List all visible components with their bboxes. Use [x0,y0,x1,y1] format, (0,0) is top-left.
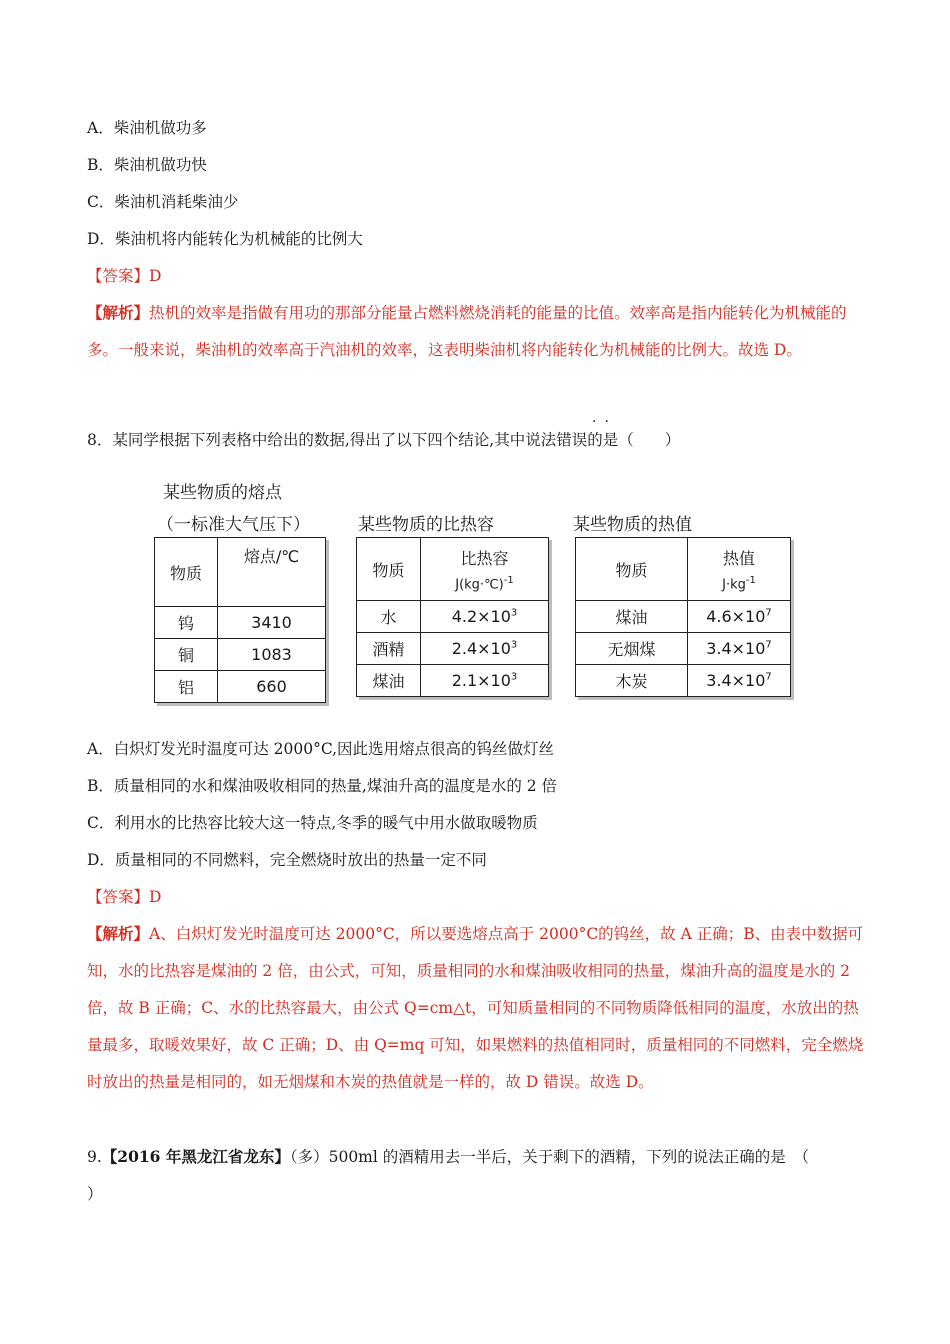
heat-value-table [575,537,791,697]
q9-text: （多）500ml 的酒精用去一半后，关于剩下的酒精，下列的说法正确的是 （ [289,1148,810,1166]
q7-option-a: A．柴油机做功多 [87,119,207,137]
q7-analysis-tag: 【解析】 [87,303,150,322]
header-melting-point: 熔点/℃ [218,538,326,607]
heat-value-value: $4.6\times 10^7$ [688,601,791,633]
q7-option-b: B．柴油机做功快 [87,156,207,174]
header-substance: 物质 [155,538,218,607]
emphasis-dots: ·· [592,414,617,430]
specific-heat-table-title: 某些物质的比热容 [358,515,494,535]
q7-option-c: C．柴油机消耗柴油少 [87,193,239,211]
q7-answer-tag: 【答案】 [87,267,150,285]
melting-substance: 铝 [155,671,218,703]
specific-heat-table [356,537,549,697]
header-heat-value-unit: $J\cdot kg^{-1}$ [722,574,756,593]
q8-stem: 8．某同学根据下列表格中给出的数据,得出了以下四个结论,其中说法错误的是（ ） [87,431,681,449]
q7-option-d: D．柴油机将内能转化为机械能的比例大 [87,230,363,248]
header-heat-value [688,538,791,601]
heat-value-value: $3.4\times 10^7$ [688,665,791,697]
heat-value-substance: 煤油 [576,601,688,633]
q9-source: 【2016 年黑龙江省龙东】 [101,1147,290,1166]
q9-stem [87,1147,809,1167]
header-substance: 物质 [357,538,421,601]
q9-number: 9. [87,1148,102,1166]
melting-substance: 钨 [155,607,218,639]
q7-analysis [87,294,867,369]
q8-option-a: A．白炽灯发光时温度可达 2000°C,因此选用熔点很高的钨丝做灯丝 [87,740,555,758]
q8-answer [87,887,161,907]
specific-heat-substance: 水 [357,601,421,633]
melting-value: 1083 [218,639,326,671]
heat-value-value: $3.4\times 10^7$ [688,633,791,665]
q7-analysis-text: 热机的效率是指做有用功的那部分能量占燃料燃烧消耗的能量的比值。效率高是指内能转化为机械能的多。一般来说，柴油机的效率高于汽油机的效率，这表明柴油机将内能转化为机械能的比例大。故选 D。 [87,304,847,359]
header-specific-heat-unit: J(kg·℃)$^{-1}$ [455,574,514,593]
melting-point-table [154,537,326,703]
heat-value-table-title: 某些物质的热值 [573,515,692,535]
melting-value: 3410 [218,607,326,639]
specific-heat-substance: 酒精 [357,633,421,665]
melting-table-title: 某些物质的熔点 [163,483,282,503]
q8-analysis [87,915,867,1101]
specific-heat-value: $2.4\times 10^3$ [421,633,549,665]
q7-answer [87,266,161,286]
melting-value: 660 [218,671,326,703]
q8-answer-value: D [149,888,162,906]
melting-substance: 铜 [155,639,218,671]
specific-heat-substance: 煤油 [357,665,421,697]
q8-option-b: B．质量相同的水和煤油吸收相同的热量,煤油升高的温度是水的 2 倍 [87,777,558,795]
melting-table-subtitle: （一标准大气压下） [157,515,310,535]
specific-heat-value: $2.1\times 10^3$ [421,665,549,697]
header-heat-value-name: 热值 [722,548,755,568]
specific-heat-value: $4.2\times 10^3$ [421,601,549,633]
q8-analysis-text: A、白炽灯发光时温度可达 2000°C，所以要选熔点高于 2000°C的钨丝，故 A 正确；B、由表中数据可知，水的比热容是煤油的 2 倍，由公式，可知，质量相同的水和煤油吸收相同的热量，煤油升高的温度是水的 2 倍，故 B 正确；C、水的比热容最大，由公式 Q=cm△t，可知质量相同的不同物质降低相同的温度，水放出的热量最多，取暖效果好，故 C 正确；D、由 Q=mq 可知，如果燃料的热值相同时，质量相同的不同燃料，完全燃烧时放出的热量是相同的，如无烟煤和木炭的热值就是一样的，故 D 错误。故选 D。 [87,925,864,1091]
q8-option-d: D．质量相同的不同燃料，完全燃烧时放出的热量一定不同 [87,851,487,869]
header-specific-heat [421,538,549,601]
q8-option-c: C．利用水的比热容比较大这一特点,冬季的暖气中用水做取暖物质 [87,814,538,832]
header-substance: 物质 [576,538,688,601]
header-specific-heat-name: 比热容 [460,548,509,568]
q9-stem-end: ） [87,1185,103,1203]
q7-answer-value: D [149,267,162,285]
heat-value-substance: 木炭 [576,665,688,697]
heat-value-substance: 无烟煤 [576,633,688,665]
q8-analysis-tag: 【解析】 [87,924,150,943]
q8-answer-tag: 【答案】 [87,888,150,906]
